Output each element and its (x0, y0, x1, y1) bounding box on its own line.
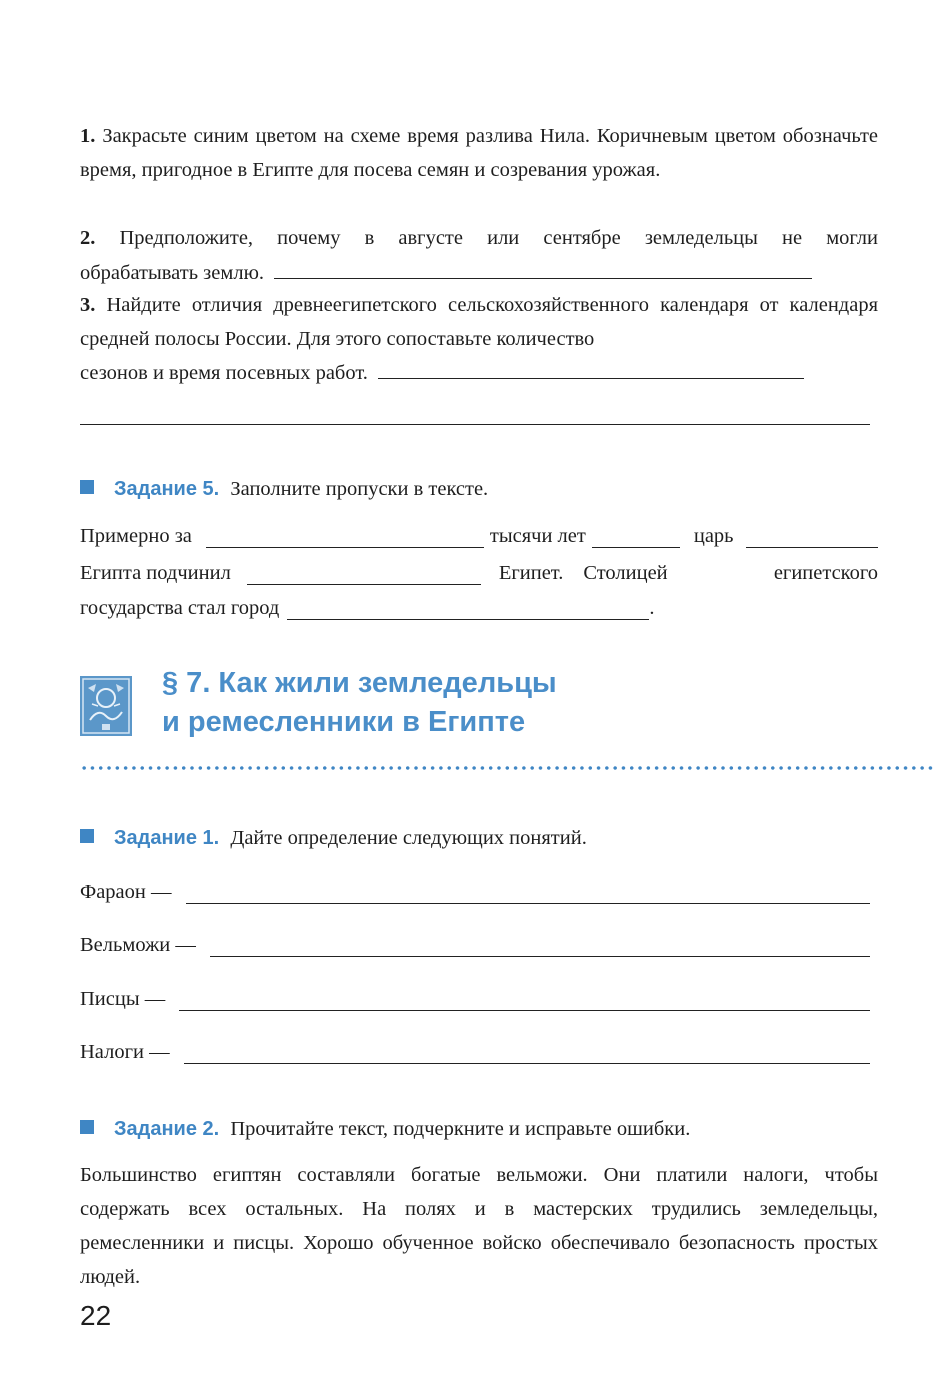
task-1-header (80, 823, 587, 853)
term-label: Вельможи — (80, 934, 196, 956)
section-title-line-1: § 7. Как жили земледельцы (162, 667, 557, 699)
error-text-paragraph (80, 1158, 878, 1294)
blank-line[interactable] (247, 560, 481, 585)
fill-row-1 (80, 514, 878, 548)
question-text: сезонов и время посевных работ. (80, 362, 368, 384)
task-marker-icon (80, 480, 94, 494)
fill-text: царь (693, 525, 734, 547)
fill-text: Столицей (583, 562, 668, 584)
section-title (162, 664, 557, 742)
fill-row-3 (80, 586, 878, 620)
term-label: Налоги — (80, 1041, 170, 1063)
dotted-divider (80, 766, 935, 770)
question-3-answer-row (80, 356, 878, 391)
fill-row-2 (80, 551, 878, 585)
question-text: Найдите отличия древнеегипетского сельскохозяйственного календаря от календаря средней полосы России. Для этого сопоставьте количество (80, 294, 878, 350)
task-label: Задание 2. (114, 1118, 220, 1140)
task-label: Задание 1. (114, 827, 220, 849)
task-instruction: Заполните пропуски в тексте. (230, 478, 489, 500)
question-number: 3. (80, 294, 96, 316)
term-label: Фараон — (80, 881, 172, 903)
page-number: 22 (80, 1300, 112, 1331)
question-2 (80, 222, 878, 256)
task-marker-icon (80, 1120, 94, 1134)
definition-line[interactable] (179, 990, 870, 1011)
definition-row-pharaoh (80, 874, 870, 904)
task-label: Задание 5. (114, 478, 220, 500)
question-text: обрабатывать землю. (80, 262, 265, 284)
question-2-answer-row (80, 256, 878, 291)
question-number: 1. (80, 125, 96, 147)
answer-line[interactable] (80, 424, 870, 425)
task-instruction: Прочитайте текст, подчеркните и исправьте ошибки. (230, 1118, 691, 1140)
blank-line[interactable] (746, 523, 878, 548)
task-instruction: Дайте определение следующих понятий. (230, 827, 587, 849)
question-3 (80, 289, 878, 356)
answer-line[interactable] (274, 256, 812, 279)
fill-text: Примерно за (80, 525, 192, 547)
task-5-header (80, 474, 488, 504)
definition-row-taxes (80, 1034, 870, 1064)
answer-line[interactable] (378, 356, 804, 379)
blank-line[interactable] (592, 523, 680, 548)
question-number: 2. (80, 227, 96, 249)
fill-text: тысячи лет (489, 525, 586, 547)
blank-line[interactable] (287, 595, 649, 620)
definition-row-scribes (80, 981, 870, 1011)
question-1 (80, 120, 878, 187)
task-2-header (80, 1114, 690, 1144)
section-title-line-2: и ремесленники в Египте (162, 706, 526, 738)
definition-line[interactable] (184, 1043, 870, 1064)
fill-text: государства стал город (80, 597, 280, 619)
definition-line[interactable] (186, 883, 871, 904)
egyptian-ornament-icon (80, 676, 132, 736)
fill-text: Египта подчинил (80, 562, 231, 584)
blank-line[interactable] (206, 523, 484, 548)
fill-text: Египет. (498, 562, 564, 584)
definition-line[interactable] (210, 936, 870, 957)
definition-row-nobles (80, 927, 870, 957)
fill-text: . (649, 597, 655, 619)
term-label: Писцы — (80, 988, 166, 1010)
paragraph-text: Большинство египтян составляли богатые вельможи. Они платили налоги, чтобы содержать всех остальных. На полях и в мастерских трудились земледельцы, ремесленники и писцы. Хорошо обученное войско обеспечивало безопасность простых людей. (80, 1164, 878, 1288)
question-text: Предположите, почему в августе или сентябре земледельцы не могли (119, 227, 879, 249)
question-text: Закрасьте синим цветом на схеме время разлива Нила. Коричневым цветом обозначьте время, пригодное в Египте для посева семян и созревания урожая. (80, 125, 879, 181)
task-marker-icon (80, 829, 94, 843)
fill-text: египетского (773, 562, 878, 584)
